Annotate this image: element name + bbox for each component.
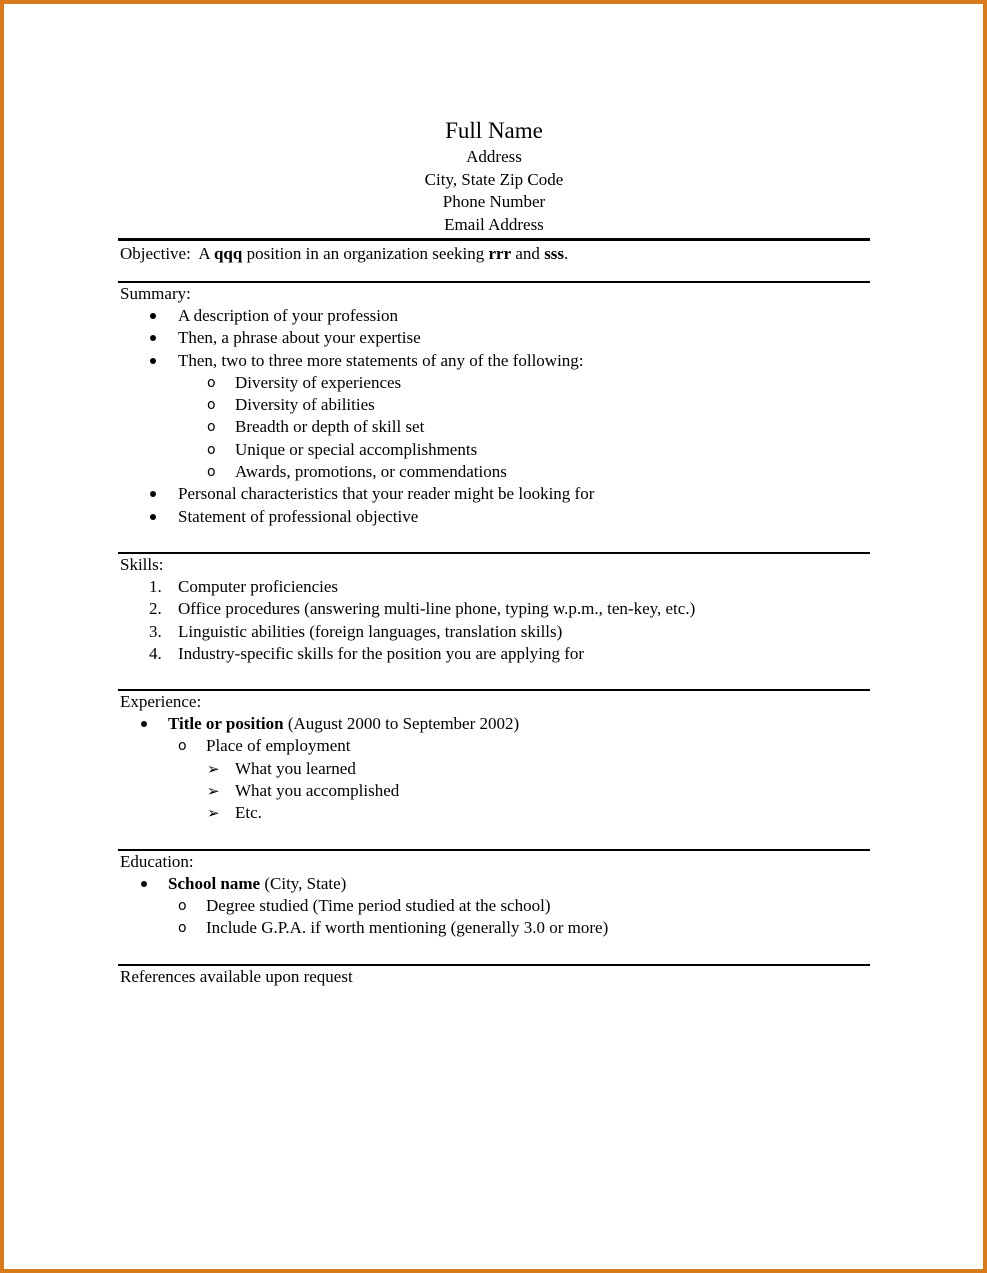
bullet-icon bbox=[150, 514, 156, 520]
school-location: (City, State) bbox=[260, 873, 347, 893]
list-item bbox=[118, 416, 870, 438]
objective-bold: qqq bbox=[213, 244, 243, 263]
objective-bold: sss bbox=[544, 244, 565, 263]
arrow-bullet-icon: ➢ bbox=[207, 804, 220, 823]
arrow-bullet-icon: ➢ bbox=[207, 759, 220, 778]
list-item-text: Statement of professional objective bbox=[178, 506, 419, 526]
list-item-text: What you learned bbox=[235, 758, 356, 778]
list-item bbox=[118, 917, 870, 939]
city-state-zip: City, State Zip Code bbox=[424, 169, 564, 189]
list-item bbox=[118, 802, 870, 824]
experience-list bbox=[118, 713, 870, 824]
list-item-text: A description of your profession bbox=[178, 306, 399, 325]
list-item-text: Degree studied (Time period studied at the school) bbox=[206, 895, 551, 915]
education-list bbox=[118, 873, 870, 940]
list-item bbox=[118, 576, 870, 598]
email-address: Email Address bbox=[444, 214, 544, 234]
resume-document bbox=[118, 116, 870, 988]
list-item bbox=[118, 506, 870, 528]
resume-header bbox=[118, 116, 870, 236]
bullet-icon bbox=[141, 721, 147, 727]
list-item-text: Diversity of abilities bbox=[235, 395, 375, 415]
objective bbox=[118, 241, 870, 267]
list-item bbox=[118, 598, 870, 620]
list-item-text: Linguistic abilities (foreign languages, translation skills) bbox=[178, 621, 563, 641]
education-title: Education: bbox=[120, 851, 194, 871]
list-number: 1. bbox=[149, 576, 162, 596]
objective-bold: rrr bbox=[488, 244, 512, 263]
list-item-text: Diversity of experiences bbox=[235, 372, 402, 392]
circle-bullet-icon: o bbox=[207, 397, 216, 414]
list-item-text: Etc. bbox=[235, 803, 262, 823]
list-item bbox=[118, 643, 870, 665]
list-item bbox=[118, 350, 870, 372]
list-item bbox=[118, 483, 870, 505]
list-item bbox=[118, 735, 870, 757]
skills-list bbox=[118, 576, 870, 665]
summary-title: Summary: bbox=[120, 284, 191, 303]
skills-title: Skills: bbox=[120, 554, 164, 574]
list-item bbox=[118, 439, 870, 461]
list-item bbox=[118, 713, 870, 735]
list-number: 3. bbox=[149, 621, 162, 641]
list-item-text: Office procedures (answering multi-line phone, typing w.p.m., ten-key, etc.) bbox=[178, 599, 696, 619]
list-item bbox=[118, 758, 870, 780]
list-item bbox=[118, 305, 870, 327]
list-item bbox=[118, 621, 870, 643]
list-number: 2. bbox=[149, 599, 162, 619]
references-note: References available upon request bbox=[120, 966, 353, 986]
bullet-icon bbox=[141, 881, 147, 887]
list-item-text: Awards, promotions, or commendations bbox=[235, 462, 507, 482]
list-item-text: Place of employment bbox=[206, 736, 351, 756]
bullet-icon bbox=[150, 358, 156, 364]
list-item bbox=[118, 372, 870, 394]
bullet-icon bbox=[150, 491, 156, 497]
list-number: 4. bbox=[149, 643, 162, 663]
list-item bbox=[118, 327, 870, 349]
position-title: Title or position bbox=[168, 714, 284, 734]
bullet-icon bbox=[150, 335, 156, 341]
summary-list bbox=[118, 305, 870, 528]
circle-bullet-icon: o bbox=[207, 441, 216, 458]
list-item-text: Industry-specific skills for the position you are applying for bbox=[178, 643, 585, 663]
circle-bullet-icon: o bbox=[178, 897, 187, 914]
bullet-icon bbox=[150, 313, 156, 319]
list-item-text: Computer proficiencies bbox=[178, 576, 339, 596]
school-name: School name bbox=[168, 873, 261, 893]
list-item-text: What you accomplished bbox=[235, 781, 400, 801]
circle-bullet-icon: o bbox=[207, 419, 216, 436]
position-dates: (August 2000 to September 2002) bbox=[283, 714, 520, 734]
objective-label: Objective: bbox=[120, 244, 191, 263]
circle-bullet-icon: o bbox=[178, 738, 187, 755]
list-item-text: Unique or special accomplishments bbox=[235, 439, 478, 459]
list-item-text: Personal characteristics that your reader might be looking for bbox=[178, 484, 595, 504]
list-item bbox=[118, 461, 870, 483]
arrow-bullet-icon: ➢ bbox=[207, 782, 220, 801]
list-item bbox=[118, 394, 870, 416]
list-item-text: Then, two to three more statements of any of the following: bbox=[178, 350, 584, 370]
list-item-text: Breadth or depth of skill set bbox=[235, 417, 425, 437]
circle-bullet-icon: o bbox=[178, 920, 187, 937]
list-item-text: Include G.P.A. if worth mentioning (generally 3.0 or more) bbox=[206, 918, 609, 938]
objective-text: . bbox=[564, 244, 569, 263]
experience-title: Experience: bbox=[120, 692, 202, 712]
list-item bbox=[118, 780, 870, 802]
objective-text: A bbox=[198, 244, 214, 263]
list-item bbox=[118, 873, 870, 895]
circle-bullet-icon: o bbox=[207, 464, 216, 481]
full-name: Full Name bbox=[445, 118, 543, 143]
phone-number: Phone Number bbox=[442, 192, 546, 211]
list-item bbox=[118, 895, 870, 917]
objective-text: and bbox=[511, 244, 545, 263]
objective-text: position in an organization seeking bbox=[242, 244, 489, 263]
list-item-text: Then, a phrase about your expertise bbox=[178, 328, 421, 348]
address: Address bbox=[466, 147, 522, 166]
circle-bullet-icon: o bbox=[207, 374, 216, 391]
